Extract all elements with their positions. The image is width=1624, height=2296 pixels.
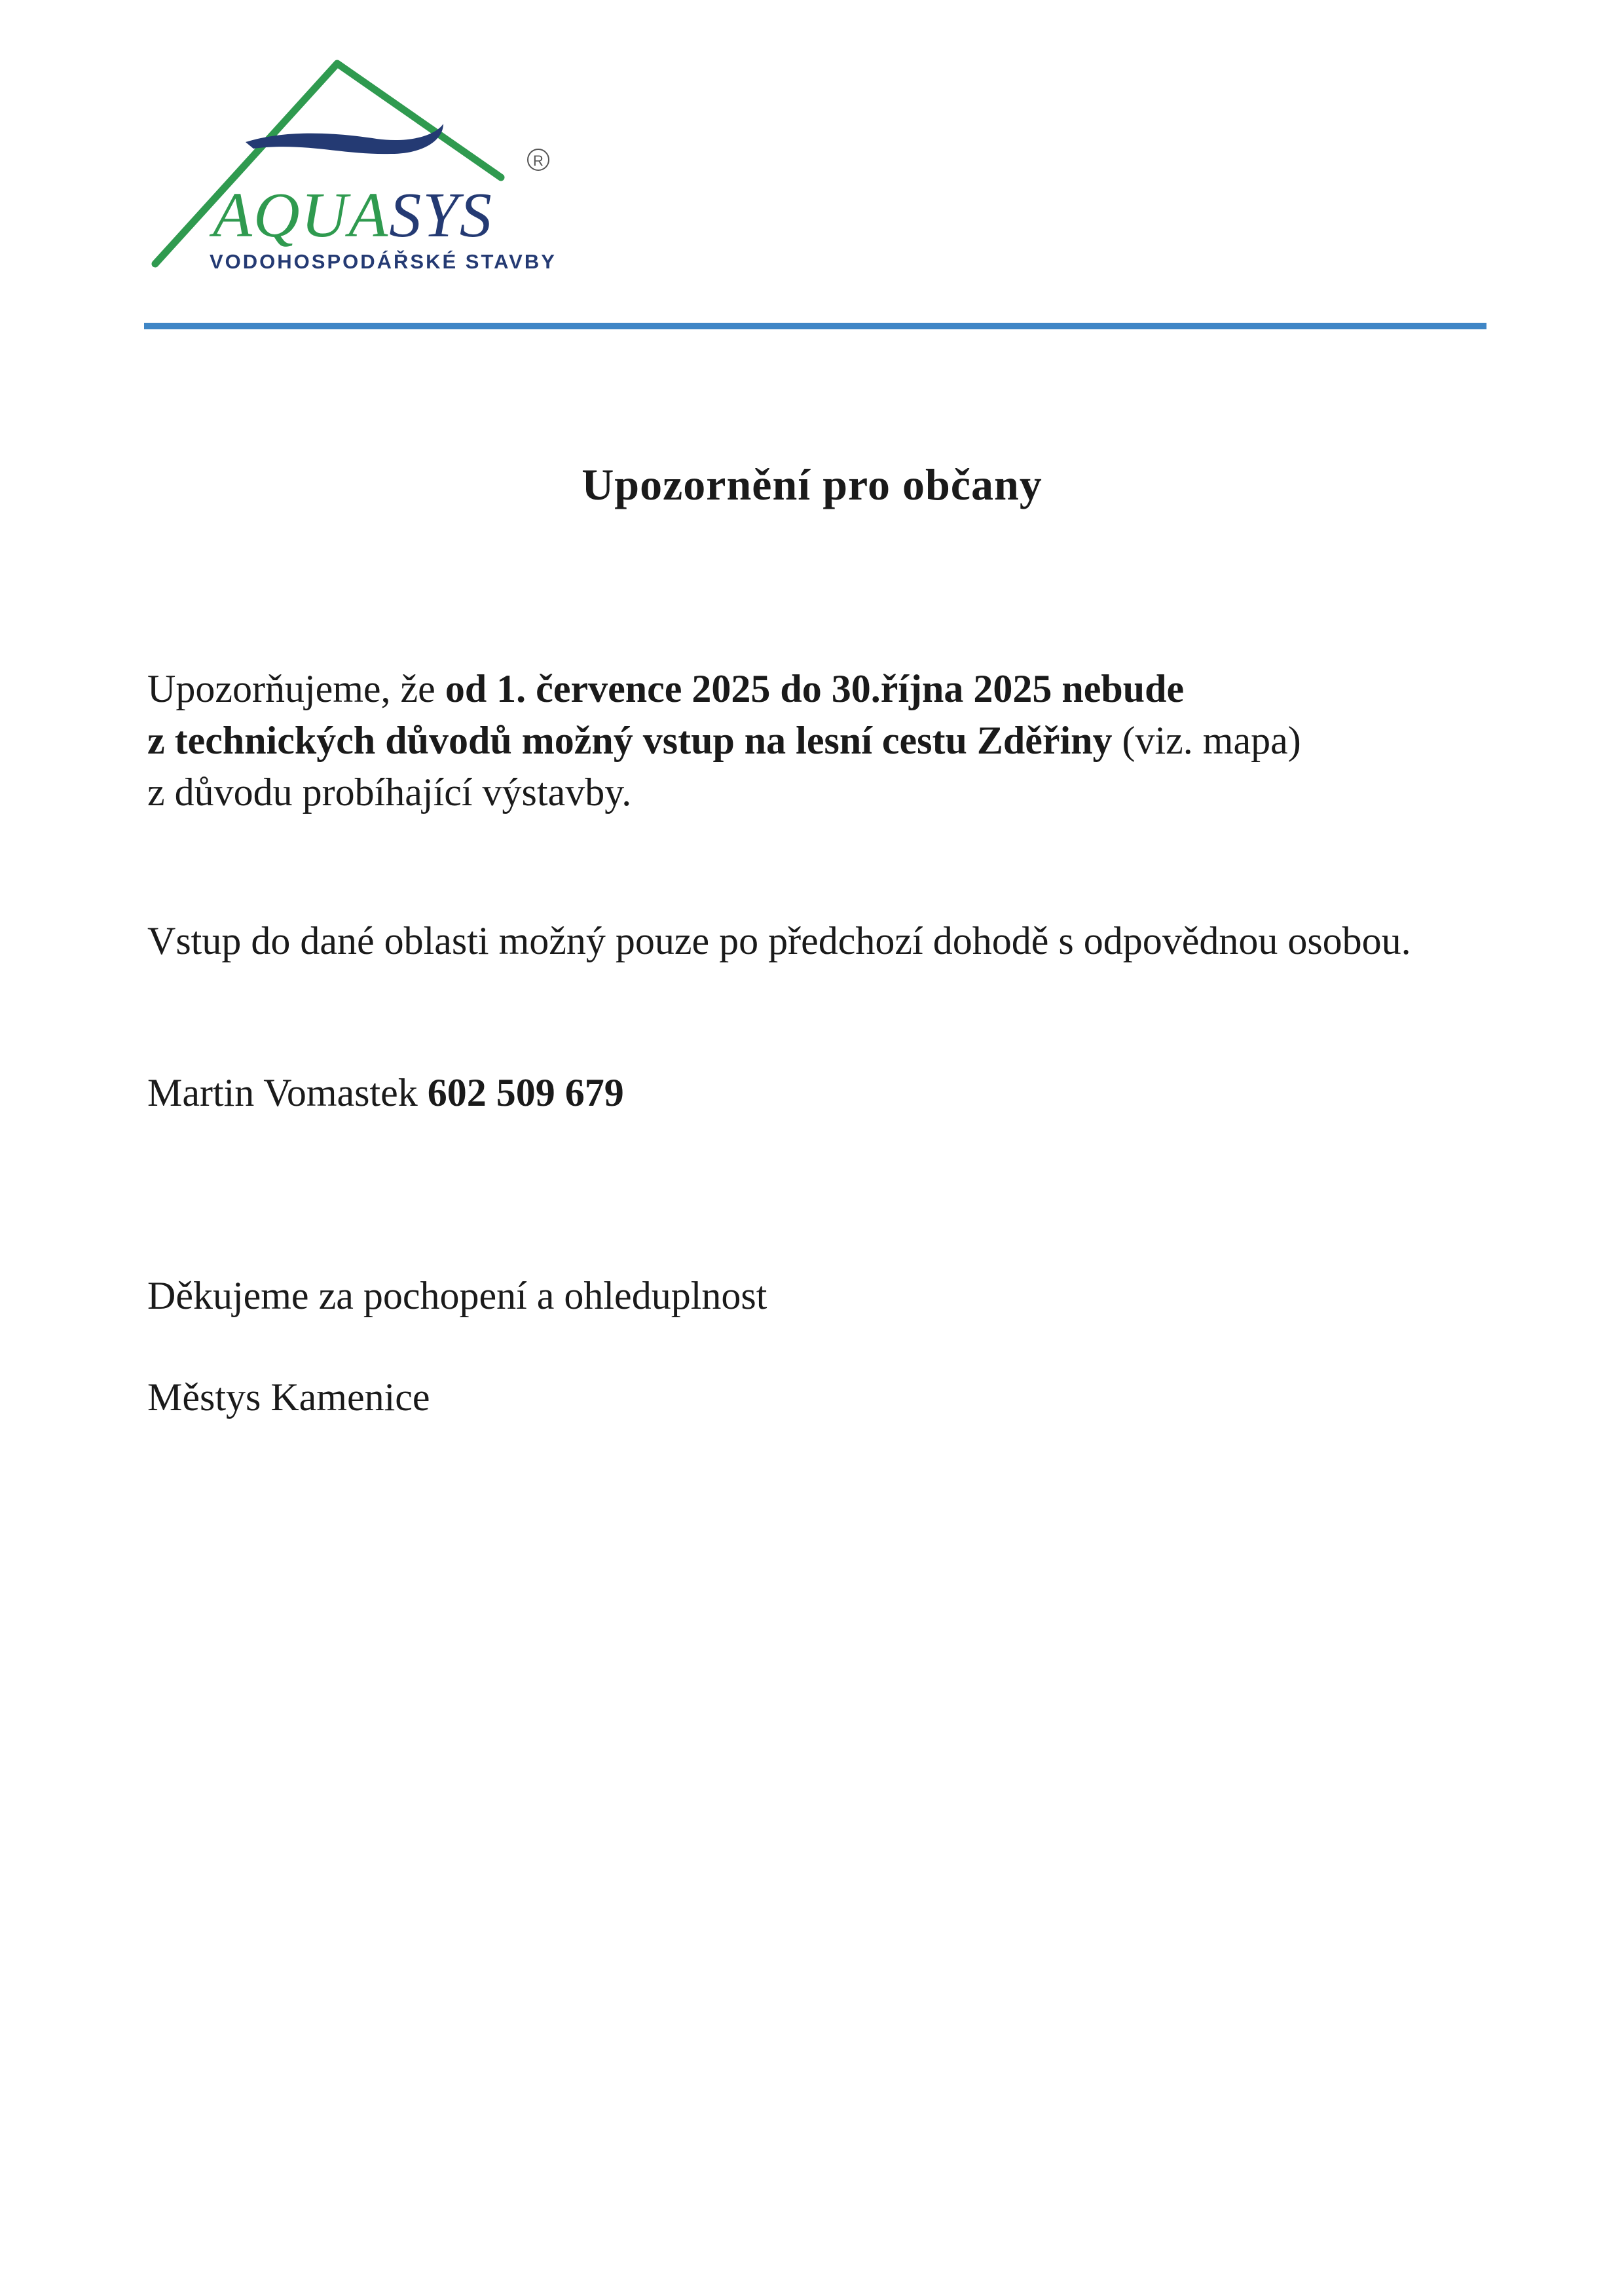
thanks-line: Děkujeme za pochopení a ohleduplnost [147, 1274, 767, 1317]
logo-word-aqua: AQUA [213, 180, 390, 251]
logo-wordmark [213, 180, 493, 251]
page-title: Upozornění pro občany [581, 460, 1043, 509]
notice-intro: Upozorňujeme, že [147, 667, 445, 710]
notice-reason: z důvodu probíhající výstavby. [147, 771, 632, 814]
contact-name: Martin Vomastek [147, 1071, 418, 1114]
notice-closure: z technických důvodů možný vstup na lesní cestu Zděřiny [147, 719, 1113, 762]
aquasys-logo [147, 56, 566, 278]
logo-word-sys: SYS [389, 180, 493, 251]
registered-mark: R [527, 149, 549, 171]
notice-date-range: od 1. července 2025 do 30.října 2025 nebude [445, 667, 1185, 710]
access-paragraph: Vstup do dané oblasti možný pouze po předchozí dohodě s odpovědnou osobou. [147, 919, 1411, 962]
notice-map-reference: (viz. mapa) [1112, 719, 1301, 762]
header-divider [144, 323, 1486, 329]
contact-phone: 602 509 679 [427, 1071, 624, 1114]
contact-line [147, 1067, 1496, 1119]
notice-paragraph [147, 663, 1496, 818]
signature: Městys Kamenice [147, 1376, 430, 1419]
logo-subtitle: VODOHOSPODÁŘSKÉ STAVBY [210, 250, 557, 273]
